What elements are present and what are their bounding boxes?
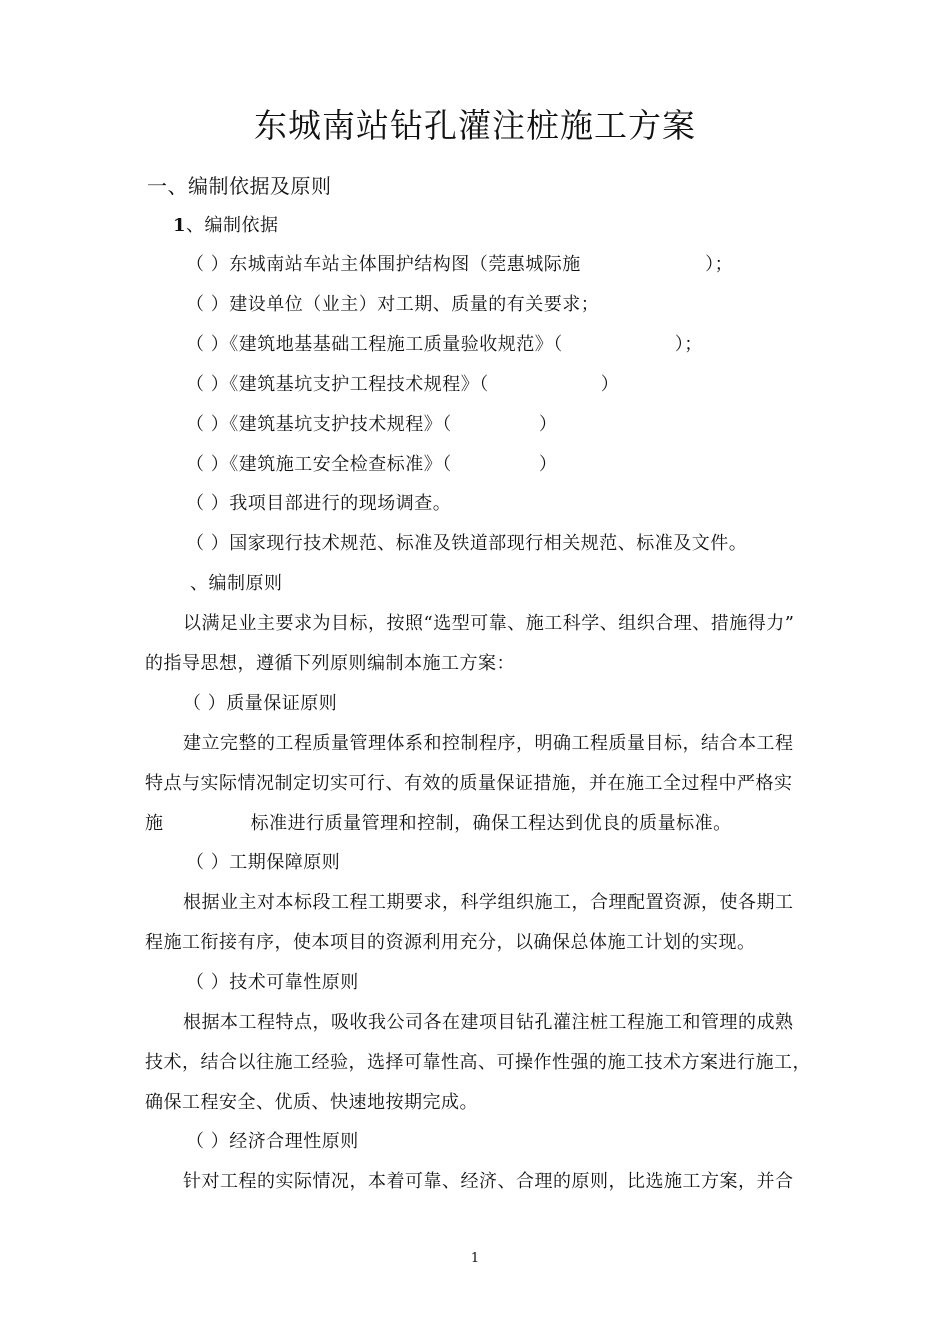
subsection-heading-principles: 、编制原则 (190, 573, 283, 594)
basis-item: （ ）建设单位（业主）对工期、质量的有关要求； (186, 294, 600, 315)
principle-line: 建立完整的工程质量管理体系和控制程序，明确工程质量目标，结合本工程 (183, 733, 794, 754)
basis-item: （ ）我项目部进行的现场调查。 (186, 493, 452, 514)
document-title: 东城南站钻孔灌注桩施工方案 (254, 106, 696, 145)
basis-item: （ ）《建筑基坑支护工程技术规程》（ ） (186, 374, 620, 395)
subsection-title: 、编制依据 (186, 215, 279, 236)
subsection-heading-basis (173, 214, 279, 238)
page-number: 1 (470, 1251, 480, 1266)
principle-line: 确保工程安全、优质、快速地按期完成。 (145, 1092, 478, 1113)
subsection-number: 1 (173, 215, 187, 236)
principle-line: 针对工程的实际情况，本着可靠、经济、合理的原则，比选施工方案，并合 (183, 1171, 794, 1192)
basis-item: （ ）《建筑地基基础工程施工质量验收规范》（ ）； (186, 334, 703, 355)
basis-item: （ ）《建筑基坑支护技术规程》（ ） (186, 414, 558, 435)
principle-heading-economic: （ ）经济合理性原则 (186, 1131, 359, 1152)
principle-line: 根据本工程特点，吸收我公司各在建项目钻孔灌注桩工程施工和管理的成熟 (183, 1012, 794, 1033)
principle-line: 技术，结合以往施工经验，选择可靠性高、可操作性强的施工技术方案进行施工， (145, 1052, 811, 1073)
basis-item: （ ）《建筑施工安全检查标准》（ ） (186, 454, 558, 475)
principle-heading-schedule: （ ）工期保障原则 (186, 852, 341, 873)
intro-line: 的指导思想，遵循下列原则编制本施工方案： (145, 653, 515, 674)
principle-line: 特点与实际情况制定切实可行、有效的质量保证措施，并在施工全过程中严格实 (145, 773, 793, 794)
principle-heading-quality: （ ）质量保证原则 (183, 693, 338, 714)
intro-line: 以满足业主要求为目标，按照“选型可靠、施工科学、组织合理、措施得力” (183, 613, 795, 634)
principle-line: 施 标准进行质量管理和控制，确保工程达到优良的质量标准。 (145, 813, 732, 834)
basis-item: （ ）东城南站车站主体围护结构图（莞惠城际施 ）； (186, 254, 734, 275)
principle-line: 程施工衔接有序，使本项目的资源利用充分，以确保总体施工计划的实现。 (145, 932, 756, 953)
principle-heading-technical: （ ）技术可靠性原则 (186, 972, 359, 993)
section-heading: 一、编制依据及原则 (147, 174, 332, 198)
principle-line: 根据业主对本标段工程工期要求，科学组织施工，合理配置资源，使各期工 (183, 892, 794, 913)
basis-item: （ ）国家现行技术规范、标准及铁道部现行相关规范、标准及文件。 (186, 533, 748, 554)
